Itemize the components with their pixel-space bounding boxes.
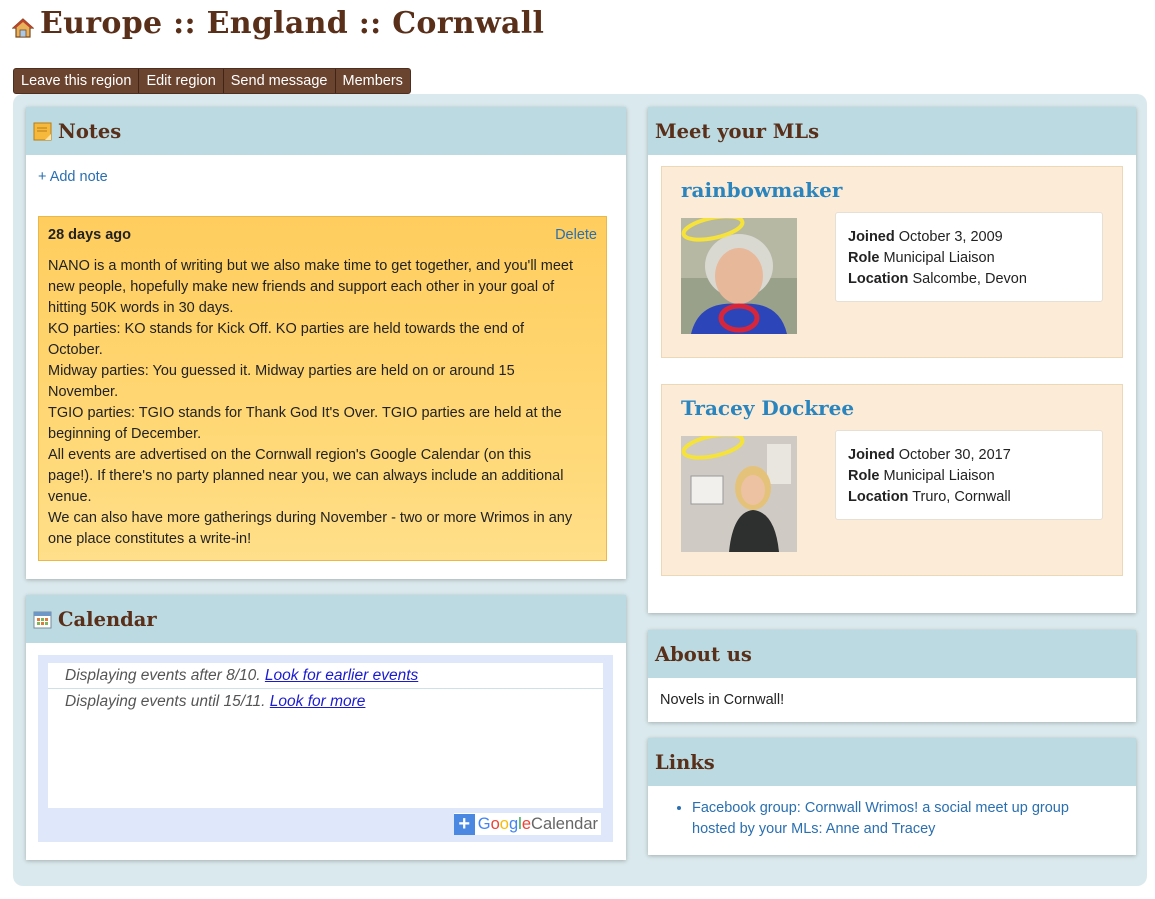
ml-role-value: Municipal Liaison	[883, 468, 995, 484]
note-line: new people, hopefully make new friends and support each other in your goal of	[48, 279, 555, 295]
note-age: 28 days ago	[48, 227, 132, 243]
calendar-after-text: Displaying events after 8/10.	[65, 667, 265, 684]
ml-info-box	[835, 212, 1103, 302]
ml-avatar-photo[interactable]	[681, 436, 797, 552]
mls-header	[648, 107, 1136, 155]
calendar-icon	[33, 610, 52, 629]
ml-role-row	[848, 248, 1090, 269]
note-body	[48, 256, 597, 550]
ml-role-value: Municipal Liaison	[883, 250, 995, 266]
page-title: Europe :: England :: Cornwall	[40, 6, 545, 41]
note-line: Midway parties: You guessed it. Midway parties are held on or around 15	[48, 363, 515, 379]
send-message-button[interactable]: Send message	[224, 69, 336, 93]
ml-joined-label: Joined	[848, 447, 895, 463]
ml-location-label: Location	[848, 271, 909, 287]
delete-note-link[interactable]: Delete	[555, 227, 597, 243]
ml-avatar-photo[interactable]	[681, 218, 797, 334]
ml-role-row	[848, 466, 1090, 487]
ml-name-link[interactable]: rainbowmaker	[681, 178, 843, 202]
ml-role-label: Role	[848, 250, 880, 266]
note-line: We can also have more gatherings during November - two or more Wrimos in any	[48, 510, 573, 526]
links-panel	[648, 738, 1136, 855]
ml-card	[661, 166, 1123, 358]
note-line: TGIO parties: TGIO stands for Thank God It's Over. TGIO parties are held at the	[48, 405, 562, 421]
note-card	[38, 216, 607, 561]
note-header	[48, 227, 597, 243]
ml-location-value: Truro, Cornwall	[912, 489, 1011, 505]
ml-location-row	[848, 269, 1090, 290]
page-header	[12, 6, 544, 41]
note-line: one place constitutes a write-in!	[48, 531, 252, 547]
about-panel	[648, 630, 1136, 722]
meet-mls-panel	[648, 107, 1136, 613]
house-icon	[12, 17, 34, 39]
calendar-until-text: Displaying events until 15/11.	[65, 693, 270, 710]
ml-location-value: Salcombe, Devon	[912, 271, 1027, 287]
notes-header	[26, 107, 626, 155]
add-to-google-calendar-button[interactable]	[454, 813, 601, 835]
about-text: Novels in Cornwall!	[660, 692, 785, 708]
calendar-title: Calendar	[58, 607, 157, 631]
ml-location-row	[848, 487, 1090, 508]
note-line: All events are advertised on the Cornwall region's Google Calendar (on this	[48, 447, 532, 463]
calendar-earlier-row	[48, 663, 603, 689]
look-earlier-events-link[interactable]: Look for earlier events	[264, 667, 419, 684]
note-line: hitting 50K words in 30 days.	[48, 300, 234, 316]
add-note-link[interactable]: + Add note	[38, 169, 108, 185]
note-line: page!). If there's no party planned near you, we can always include an additional	[48, 468, 564, 484]
calendar-agenda	[48, 663, 603, 808]
links-title: Links	[655, 750, 715, 774]
ml-card	[661, 384, 1123, 576]
calendar-panel	[26, 595, 626, 860]
google-calendar-embed	[38, 655, 613, 842]
look-for-more-link[interactable]: Look for more	[269, 693, 366, 710]
note-line: venue.	[48, 489, 92, 505]
ml-joined-label: Joined	[848, 229, 895, 245]
plus-icon: +	[454, 814, 475, 835]
ml-joined-value: October 3, 2009	[898, 229, 1003, 245]
note-line: October.	[48, 342, 103, 358]
about-header	[648, 630, 1136, 678]
facebook-group-link[interactable]: • Facebook group: Cornwall Wrimos! a social meet up group hosted by your MLs: Anne and Tracey	[692, 798, 1112, 840]
leave-region-button[interactable]: Leave this region	[14, 69, 139, 93]
ml-location-label: Location	[848, 489, 909, 505]
note-line: November.	[48, 384, 119, 400]
note-line: beginning of December.	[48, 426, 202, 442]
mls-title: Meet your MLs	[655, 119, 820, 143]
calendar-word: Calendar	[531, 814, 598, 833]
note-line: NANO is a month of writing but we also make time to get together, and you'll meet	[48, 258, 574, 274]
links-list	[692, 798, 1112, 840]
ml-name-link[interactable]: Tracey Dockree	[681, 396, 855, 420]
calendar-later-row	[48, 689, 603, 715]
members-button[interactable]: Members	[342, 73, 403, 89]
ml-joined-row	[848, 445, 1090, 466]
ml-role-label: Role	[848, 468, 880, 484]
ml-joined-value: October 30, 2017	[898, 447, 1011, 463]
links-header	[648, 738, 1136, 786]
edit-region-button[interactable]: Edit region	[139, 69, 223, 93]
about-title: About us	[655, 642, 752, 666]
google-logo: Google	[477, 814, 532, 833]
calendar-header	[26, 595, 626, 643]
notes-title: Notes	[58, 119, 122, 143]
region-action-bar	[13, 68, 411, 94]
note-line: KO parties: KO stands for Kick Off. KO parties are held towards the end of	[48, 321, 525, 337]
ml-joined-row	[848, 227, 1090, 248]
ml-info-box	[835, 430, 1103, 520]
sticky-note-icon	[33, 122, 52, 141]
notes-panel	[26, 107, 626, 579]
